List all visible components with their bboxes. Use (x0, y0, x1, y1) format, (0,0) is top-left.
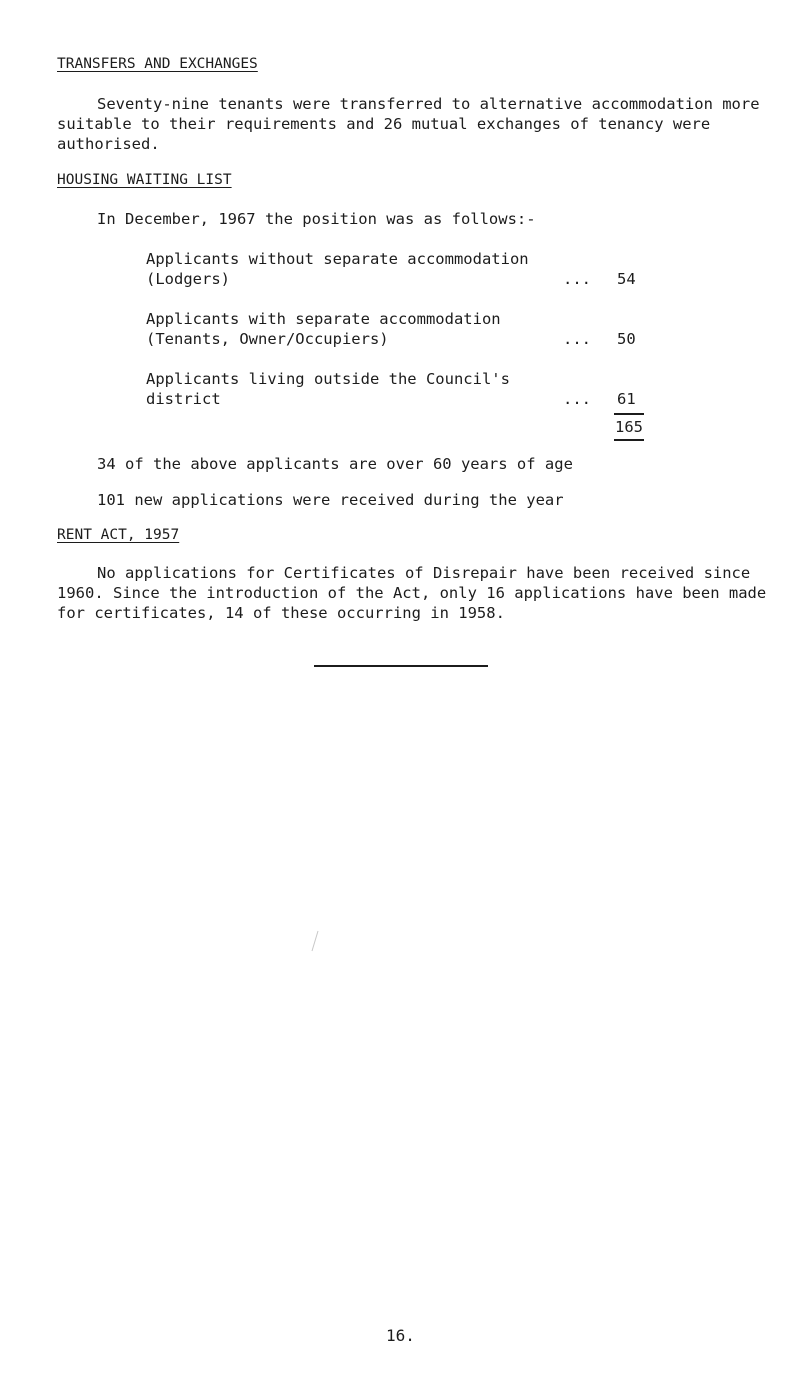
rent-act-line-3: for certificates, 14 of these occurring in 1958. (57, 604, 505, 622)
transfers-line-2: suitable to their requirements and 26 mutual exchanges of tenancy were (57, 115, 711, 133)
row-outside-line2: district (146, 390, 221, 408)
waiting-list-total: 165 (615, 418, 643, 436)
heading-transfers: TRANSFERS AND EXCHANGES (57, 56, 258, 72)
transfers-line-1: Seventy-nine tenants were transferred to alternative accommodation more (97, 95, 760, 113)
row-lodgers-value: 54 (617, 270, 636, 288)
row-tenants-line1: Applicants with separate accommodation (146, 310, 501, 328)
rent-act-line-1: No applications for Certificates of Disrepair have been received since (97, 564, 751, 582)
transfers-line-3: authorised. (57, 135, 160, 153)
rent-act-line-2: 1960. Since the introduction of the Act, only 16 applications have been made (57, 584, 767, 602)
row-outside-value: 61 (617, 390, 636, 408)
note-new-applications: 101 new applications were received during the year (97, 491, 564, 509)
page-number: 16. (386, 1326, 415, 1345)
row-tenants-line2: (Tenants, Owner/Occupiers) (146, 330, 389, 348)
row-lodgers-line2: (Lodgers) (146, 270, 230, 288)
note-over-60: 34 of the above applicants are over 60 years of age (97, 455, 573, 473)
row-lodgers-line1: Applicants without separate accommodation (146, 250, 529, 268)
row-tenants-dots: ... (563, 330, 591, 348)
waiting-list-intro: In December, 1967 the position was as follows:- (97, 210, 536, 228)
row-lodgers-dots: ... (563, 270, 591, 288)
stray-mark (310, 930, 320, 952)
heading-rent-act: RENT ACT, 1957 (57, 527, 180, 543)
total-bottom-rule (614, 439, 644, 441)
row-outside-dots: ... (563, 390, 591, 408)
row-tenants-value: 50 (617, 330, 636, 348)
row-outside-line1: Applicants living outside the Council's (146, 370, 510, 388)
total-top-rule (614, 413, 644, 415)
heading-waiting-list: HOUSING WAITING LIST (57, 172, 232, 188)
section-end-rule (314, 665, 488, 667)
